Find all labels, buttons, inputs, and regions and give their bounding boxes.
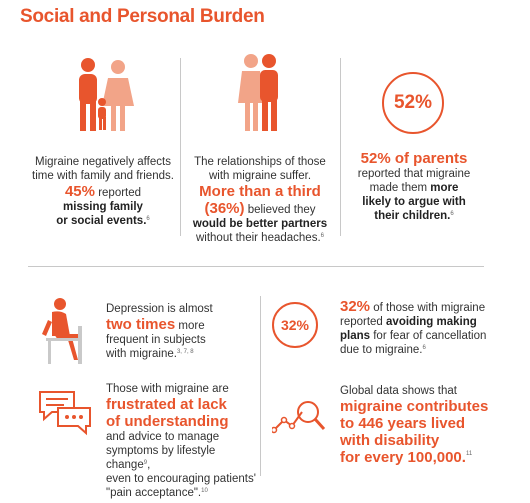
depression-line3: frequent in subjects (106, 334, 206, 346)
page-title: Social and Personal Burden (20, 6, 265, 27)
plans-ref: 6 (422, 345, 426, 351)
plans-line2a: reported (340, 316, 387, 328)
plans-stat: 32% (340, 298, 371, 315)
depressed-person-icon (38, 296, 94, 366)
depression-ref: 3, 7, 8 (176, 349, 194, 355)
depression-line1: Depression is almost (106, 303, 213, 315)
depression-line4: with migraine. (106, 348, 177, 360)
depression-stat: two times (106, 316, 176, 333)
global-stat2a: to (340, 415, 359, 432)
parents-stat-block (344, 150, 484, 223)
global-ref: 11 (465, 451, 473, 457)
relationship-stat-block (184, 155, 336, 245)
divider-bottom (260, 296, 261, 476)
trend-magnifier-icon (272, 396, 328, 436)
frustrated-stat-block: Those with migraine are frustrated at lack of understanding and advice to manage symptoms by lifestyle change$^9$, even to encouraging patients' "pain acceptance".$^{10}$ (106, 382, 258, 500)
parents-bold2: more (430, 182, 459, 194)
horizontal-divider (28, 266, 484, 267)
global-stat2b: 446 years lived (358, 415, 466, 432)
family-ref: 6 (146, 216, 150, 222)
frustrated-line4: even to encouraging patients' (106, 473, 256, 485)
relationship-line1: The relationships of those (194, 156, 326, 168)
family-stat-block (28, 155, 178, 228)
relationship-ref: 6 (320, 233, 324, 239)
global-stat3: with disability (340, 432, 440, 449)
plans-stat-block (340, 298, 520, 357)
parents-line1: reported that migraine (357, 168, 471, 180)
frustrated-ref2: 10 (201, 488, 208, 494)
parents-percent-circle (382, 72, 444, 134)
family-icon (68, 56, 138, 134)
plans-bold2: avoiding making (386, 316, 477, 328)
plans-line4: due to migraine. (340, 344, 423, 356)
family-line1: Migraine negatively affects (35, 156, 171, 168)
relationship-stat1: More than a third (199, 183, 321, 200)
parents-circle-value: 52% (393, 92, 433, 113)
parents-bold3: likely to argue with (362, 196, 466, 208)
frustrated-line5: "pain acceptance". (106, 487, 202, 499)
parents-line2a: made them (369, 182, 431, 194)
plans-percent-circle (272, 302, 318, 348)
frustrated-line2: and advice to manage (106, 431, 220, 443)
parents-ref: 6 (450, 211, 454, 217)
divider-top-2 (340, 58, 341, 236)
depression-stat-block (106, 302, 256, 361)
global-stat4: for every 100,000. (340, 449, 466, 466)
family-bold1: missing family (63, 201, 143, 213)
depression-text2: more (175, 320, 205, 332)
relationship-line2: with migraine suffer. (208, 170, 312, 182)
frustrated-stat1: frustrated at lack (106, 396, 227, 413)
family-line2: time with family and friends. (32, 170, 174, 182)
couple-icon (238, 52, 282, 134)
plans-text1: of those with migraine (370, 302, 486, 314)
plans-text3: for fear of cancellation (370, 330, 487, 342)
family-stat: 45% (64, 183, 95, 200)
frustrated-ref1: 9 (143, 460, 148, 466)
speech-bubbles-icon (38, 390, 92, 436)
frustrated-stat2: of understanding (106, 413, 229, 430)
parents-stat: 52% of parents (360, 150, 468, 167)
frustrated-line3: symptoms by lifestyle change (106, 445, 216, 471)
divider-top-1 (180, 58, 181, 236)
relationship-stat2: (36%) (204, 200, 245, 217)
family-bold2: or social events. (56, 215, 147, 227)
plans-circle-value: 32% (280, 317, 310, 333)
global-stat-block (340, 384, 520, 466)
relationship-line3: without their headaches. (195, 232, 321, 244)
relationship-bold1: would be better partners (192, 218, 328, 230)
global-stat1: migraine contributes (340, 398, 489, 415)
frustrated-line1: Those with migraine are (106, 383, 229, 395)
global-line1: Global data shows that (340, 385, 457, 397)
relationship-text1: believed they (244, 204, 316, 216)
parents-bold4: their children. (374, 210, 451, 222)
family-stat-suffix: reported (95, 187, 142, 199)
plans-bold3: plans (340, 330, 371, 342)
